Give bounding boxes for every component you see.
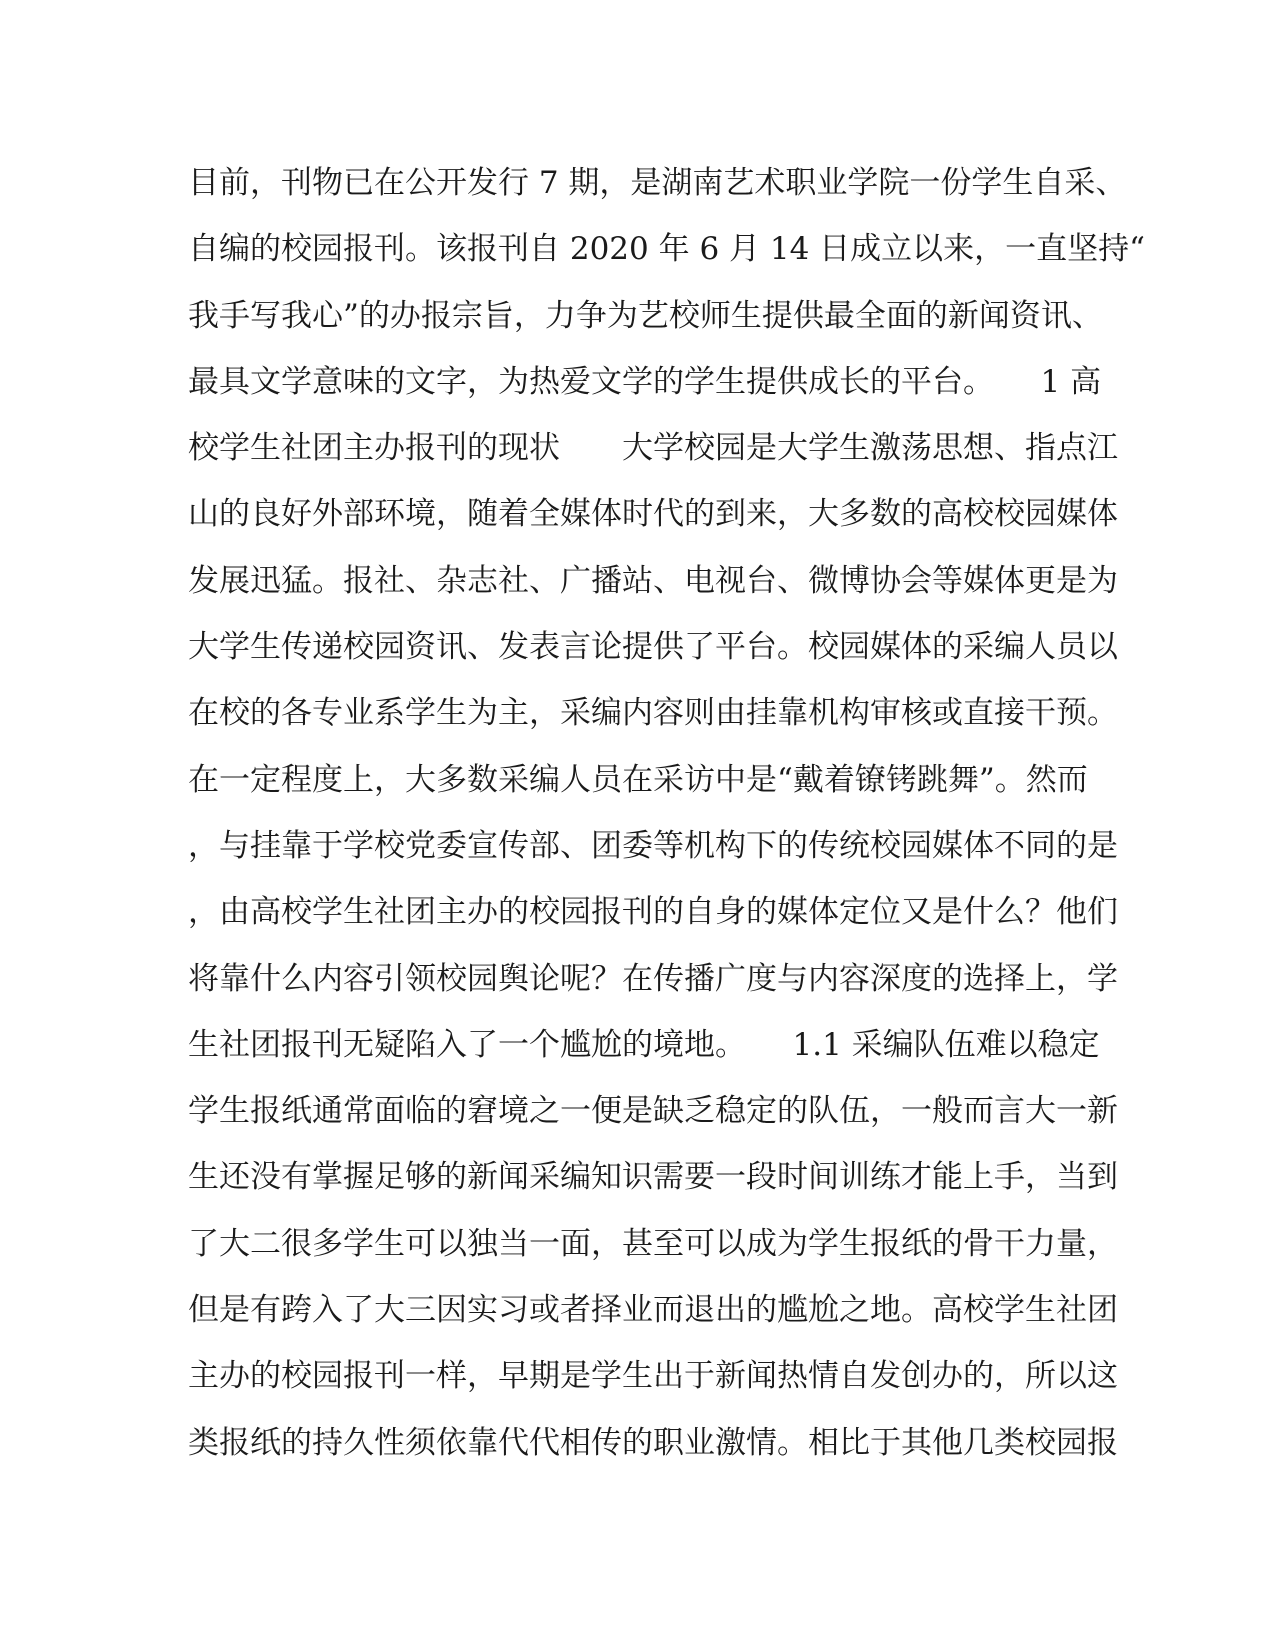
text-line: 生社团报刊无疑陷入了一个尴尬的境地。 1.1 采编队伍难以稳定 [188, 1026, 1100, 1063]
text-line: 生还没有掌握足够的新闻采编知识需要一段时间训练才能上手，当到 [188, 1159, 1118, 1196]
text-line: 主办的校园报刊一样，早期是学生出于新闻热情自发创办的，所以这 [188, 1358, 1118, 1395]
text-line: ，与挂靠于学校党委宣传部、团委等机构下的传统校园媒体不同的是 [188, 827, 1118, 864]
text-line: ，由高校学生社团主办的校园报刊的自身的媒体定位又是什么？他们 [188, 894, 1118, 931]
body-text [188, 150, 1146, 1476]
text-line: 了大二很多学生可以独当一面，甚至可以成为学生报纸的骨干力量， [188, 1225, 1118, 1262]
text-line: 自编的校园报刊。该报刊自 2020 年 6 月 14 日成立以来，一直坚持“ [188, 231, 1146, 268]
text-line: 学生报纸通常面临的窘境之一便是缺乏稳定的队伍，一般而言大一新 [188, 1093, 1118, 1130]
text-line: 目前，刊物已在公开发行 7 期，是湖南艺术职业学院一份学生自采、 [188, 165, 1127, 201]
text-line: 类报纸的持久性须依靠代代相传的职业激情。相比于其他几类校园报 [188, 1424, 1118, 1461]
text-line: 山的良好外部环境，随着全媒体时代的到来，大多数的高校校园媒体 [188, 496, 1118, 533]
text-line: 我手写我心”的办报宗旨，力争为艺校师生提供最全面的新闻资讯、 [188, 297, 1103, 334]
text-line: 发展迅猛。报社、杂志社、广播站、电视台、微博协会等媒体更是为 [188, 562, 1118, 599]
text-line: 将靠什么内容引领校园舆论呢？在传播广度与内容深度的选择上，学 [188, 960, 1118, 997]
text-line: 大学生传递校园资讯、发表言论提供了平台。校园媒体的采编人员以 [188, 629, 1118, 666]
text-line: 最具文学意味的文字，为热爱文学的学生提供成长的平台。 1 高 [188, 363, 1102, 400]
text-line: 校学生社团主办报刊的现状 大学校园是大学生激荡思想、指点江 [188, 430, 1118, 467]
text-line: 在一定程度上，大多数采编人员在采访中是“戴着镣铐跳舞”。然而 [188, 761, 1088, 798]
text-line: 在校的各专业系学生为主，采编内容则由挂靠机构审核或直接干预。 [188, 695, 1118, 732]
text-line: 但是有跨入了大三因实习或者择业而退出的尴尬之地。高校学生社团 [188, 1292, 1118, 1329]
